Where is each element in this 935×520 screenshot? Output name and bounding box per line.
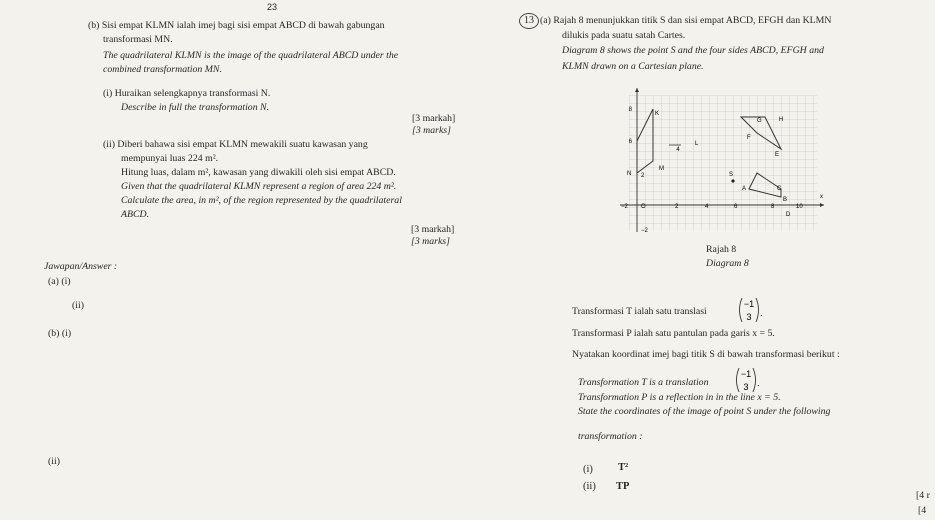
part-ii-en-3: ABCD. (121, 209, 150, 220)
state-ms: Nyatakan koordinat imej bagi titik S di bawah transformasi berikut : (572, 349, 840, 360)
label-a: A (742, 186, 747, 192)
label-h: H (779, 117, 784, 123)
x-axis-arrow (820, 203, 824, 207)
sub-i-expression: T² (618, 462, 629, 473)
part-a-en-2: KLMN drawn on a Cartesian plane. (562, 61, 704, 72)
label-e: E (775, 152, 780, 158)
part-i-en: Describe in full the transformation N. (121, 102, 270, 113)
part-a-ms-1: (a) Rajah 8 menunjukkan titik S dan sisi empat ABCD, EFGH dan KLMN (540, 15, 832, 26)
vector-t-en (733, 366, 763, 394)
b-intro-ms-2: transformasi MN. (103, 34, 173, 45)
transform-t-ms: Transformasi T ialah satu translasi (572, 306, 707, 317)
b-intro-ms-1: (b) Sisi empat KLMN ialah imej bagi sisi empat ABCD di bawah gabungan (88, 20, 385, 31)
label-b: B (783, 197, 788, 203)
state-en-2: transformation : (578, 431, 643, 442)
x-label-neg-2: −2 (621, 204, 628, 210)
label-l: L (695, 141, 699, 147)
answer-a-ii: (ii) (72, 300, 84, 311)
sub-ii-expression: TP (616, 481, 630, 492)
diagram-caption-en: Diagram 8 (706, 258, 749, 269)
marks-cut-1: [4 r (916, 490, 930, 501)
state-en-1: State the coordinates of the image of point S under the following (578, 406, 831, 417)
x-label-6: 6 (734, 204, 738, 210)
x-label-4: 4 (705, 204, 709, 210)
label-f: F (747, 135, 751, 141)
y-label-neg-2: −2 (641, 228, 648, 234)
point-s (731, 179, 734, 182)
part-ii-en-2: Calculate the area, in m², of the region represented by the quadrilateral (121, 195, 402, 206)
page-number: 23 (267, 2, 278, 12)
part-ii-ms-2: mempunyai luas 224 m². (121, 153, 219, 164)
label-c: C (777, 186, 782, 192)
marks-cut-2: [4 (918, 505, 927, 516)
vector-t-ms-bottom: 3 (746, 312, 752, 322)
answer-a-i: (a) (i) (48, 276, 71, 287)
b-intro-en-1: The quadrilateral KLMN is the image of the quadrilateral ABCD under the (103, 50, 399, 61)
x-axis-label: x (820, 194, 823, 200)
transform-t-en: Transformation T is a translation (578, 377, 709, 388)
transform-p-ms: Transformasi P ialah satu pantulan pada garis x = 5. (572, 328, 775, 339)
part-ii-marks-ms: [3 markah] (411, 224, 455, 235)
vector-t-en-top: −1 (740, 369, 752, 379)
vector-t-ms (736, 296, 766, 324)
label-s: S (729, 172, 734, 178)
label-k: K (655, 111, 660, 117)
label-n: N (627, 171, 632, 177)
vector-t-ms-top: −1 (743, 299, 755, 309)
label-g: G (757, 118, 762, 124)
x-label-8: 8 (771, 204, 775, 210)
answer-b-ii: (ii) (48, 456, 60, 467)
answer-b-i: (b) (i) (48, 328, 72, 339)
question-number (519, 13, 539, 29)
svg-text:.: . (760, 308, 763, 318)
part-i-marks-ms: [3 markah] (412, 113, 456, 124)
sub-i-label: (i) (583, 464, 593, 475)
part-i-ms: (i) Huraikan selengkapnya transformasi N. (103, 88, 271, 99)
question-number-circle: 13 (519, 13, 539, 29)
part-ii-ms-3: Hitung luas, dalam m², kawasan yang diwakili oleh sisi empat ABCD. (121, 167, 396, 178)
vector-t-en-bottom: 3 (743, 382, 749, 392)
x-label-2: 2 (675, 204, 679, 210)
y-label-8: 8 (628, 107, 632, 113)
y-label-6: 6 (628, 139, 632, 145)
label-d: D (786, 212, 791, 218)
part-ii-ms-1: (ii) Diberi bahawa sisi empat KLMN mewakili suatu kawasan yang (103, 139, 368, 150)
transform-p-en: Transformation P is a reflection in in the line x = 5. (578, 392, 781, 403)
part-ii-en-1: Given that the quadrilateral KLMN represent a region of area 224 m². (121, 181, 397, 192)
y-label-2: 2 (641, 173, 645, 179)
part-a-ms-2: dilukis pada suatu satah Cartes. (562, 30, 686, 41)
part-a-en-1: Diagram 8 shows the point S and the four sides ABCD, EFGH and (562, 45, 824, 56)
svg-text:.: . (757, 378, 760, 388)
diagram-caption-ms: Rajah 8 (706, 244, 737, 255)
cartesian-diagram (612, 84, 827, 234)
part-i-marks-en: [3 marks] (412, 125, 451, 136)
origin-label: O (641, 204, 646, 210)
y-axis-arrow (635, 88, 639, 92)
label-m: M (659, 166, 664, 172)
b-intro-en-2: combined transformation MN. (103, 64, 222, 75)
answer-heading: Jawapan/Answer : (44, 261, 118, 272)
sub-ii-label: (ii) (583, 481, 596, 492)
x-label-10: 10 (796, 204, 803, 210)
y-label-4: 4 (676, 147, 680, 153)
part-ii-marks-en: [3 marks] (411, 236, 450, 247)
